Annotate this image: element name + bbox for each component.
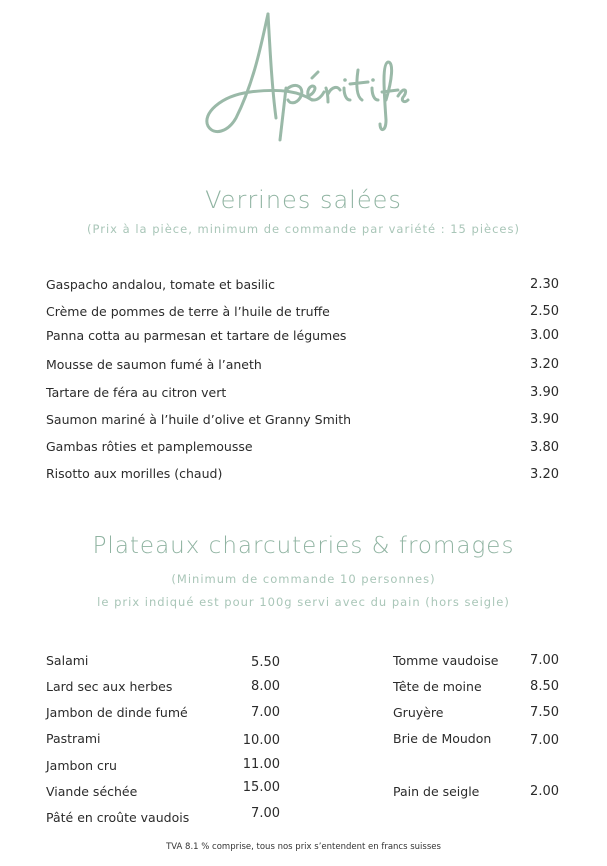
list-item: Pastrami [46, 731, 101, 746]
item-price: 7.00 [530, 733, 559, 748]
list-item: Pâté en croûte vaudois [46, 810, 190, 825]
section-title-plateaux: Plateaux charcuteries & fromages [92, 533, 515, 559]
item-price: 10.00 [242, 733, 280, 748]
item-price: 7.50 [530, 705, 559, 720]
item-price: 3.90 [530, 385, 559, 400]
page-title-text [0, 60, 607, 125]
item-price: 3.20 [530, 357, 559, 372]
item-price: 3.20 [530, 467, 559, 482]
section-subtitle-verrines: (Prix à la pièce, minimum de commande par variété : 15 pièces) [87, 222, 520, 236]
item-price: 7.00 [530, 653, 559, 668]
list-item: Gambas rôties et pamplemousse [46, 439, 253, 454]
list-item: Gruyère [393, 705, 444, 720]
section-subtitle-plateaux-1: (Minimum de commande 10 personnes) [171, 572, 436, 586]
list-item: Brie de Moudon [393, 731, 492, 746]
list-item: Panna cotta au parmesan et tartare de légumes [46, 328, 347, 343]
item-price: 3.90 [530, 412, 559, 427]
list-item: Lard sec aux herbes [46, 679, 173, 694]
list-item: Viande séchée [46, 784, 138, 799]
list-item: Salami [46, 653, 89, 668]
list-item: Saumon mariné à l’huile d’olive et Granny Smith [46, 412, 352, 427]
list-item: Tartare de féra au citron vert [46, 385, 227, 400]
item-price: 8.00 [251, 679, 280, 694]
item-price: 11.00 [242, 757, 280, 772]
section-title-verrines: Verrines salées [205, 186, 402, 214]
footer-note: TVA 8.1 % comprise, tous nos prix s’entendent en francs suisses [166, 842, 441, 852]
page-title [0, 0, 607, 150]
section-subtitle-plateaux-2: le prix indiqué est pour 100g servi avec du pain (hors seigle) [97, 595, 510, 609]
list-item: Jambon cru [46, 758, 117, 773]
list-item: Pain de seigle [393, 784, 480, 799]
item-price: 7.00 [251, 705, 280, 720]
item-price: 15.00 [242, 780, 280, 795]
item-price: 3.80 [530, 440, 559, 455]
list-item: Crème de pommes de terre à l’huile de truffe [46, 304, 330, 319]
item-price: 2.30 [530, 277, 559, 292]
item-price: 2.50 [530, 304, 559, 319]
list-item: Tête de moine [393, 679, 482, 694]
item-price: 7.00 [251, 806, 280, 821]
list-item: Jambon de dinde fumé [46, 705, 188, 720]
item-price: 8.50 [530, 679, 559, 694]
list-item: Mousse de saumon fumé à l’aneth [46, 357, 262, 372]
item-price: 5.50 [251, 655, 280, 670]
list-item: Tomme vaudoise [393, 653, 499, 668]
item-price: 2.00 [530, 784, 559, 799]
list-item: Risotto aux morilles (chaud) [46, 466, 223, 481]
item-price: 3.00 [530, 328, 559, 343]
list-item: Gaspacho andalou, tomate et basilic [46, 277, 275, 292]
